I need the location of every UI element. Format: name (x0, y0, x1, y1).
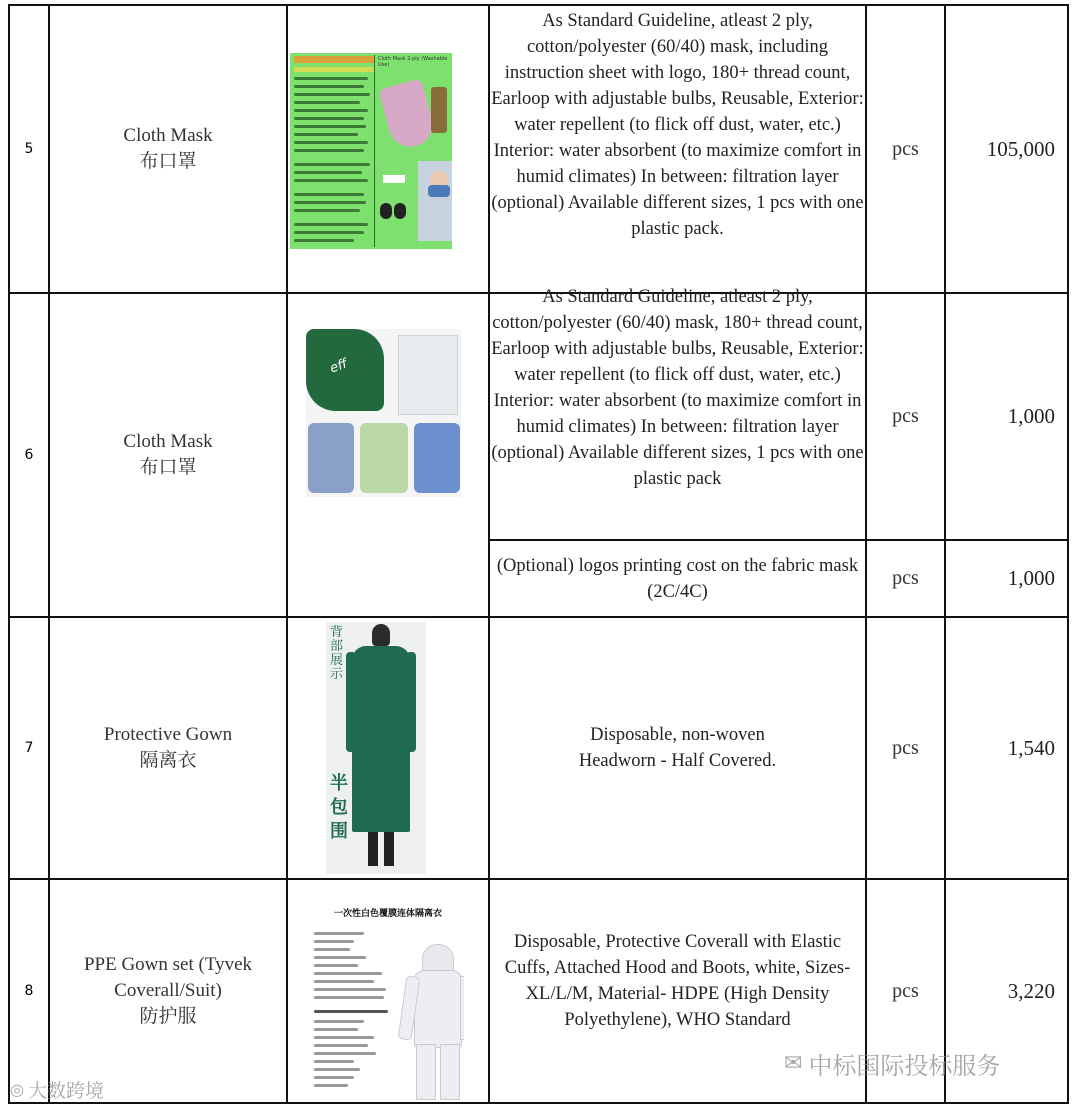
item-name (50, 880, 286, 1102)
grid-bottom-border (8, 1102, 1069, 1104)
flyer-text-line (294, 239, 354, 242)
flyer-text-line (294, 77, 368, 80)
grid-right-border (1067, 4, 1069, 1104)
flyer-text-line (294, 117, 364, 120)
flyer-text-line (294, 193, 364, 196)
item-name-zh: 防护服 (139, 1006, 197, 1027)
optional-description: (Optional) logos printing cost on the fabric mask (2C/4C) (496, 555, 859, 602)
product-image-gown (326, 622, 426, 874)
watermark-logo-icon: ◎ (10, 1080, 24, 1099)
spec-line (314, 1020, 364, 1023)
row-number: 7 (24, 740, 34, 756)
patterned-mask-photo (308, 423, 354, 493)
flyer-text-line (294, 125, 366, 128)
optional-unit: pcs (892, 567, 919, 589)
spec-line (314, 996, 384, 999)
gown-side-text: 背部展示 (330, 625, 344, 682)
flyer-text-line (294, 141, 368, 144)
spec-line (314, 964, 358, 967)
flyer-text-line (294, 109, 368, 112)
item-unit: pcs (892, 405, 919, 427)
spec-line (314, 1010, 388, 1013)
item-name (50, 618, 286, 878)
flyer-divider (374, 55, 375, 247)
wechat-icon: ✉ (784, 1051, 803, 1076)
spec-line (314, 1028, 358, 1031)
item-name-en: Cloth Mask (123, 431, 213, 452)
gown-caption: 半包围 (330, 773, 348, 842)
item-quantity: 3,220 (1007, 978, 1055, 1003)
watermark-left-text: 大数跨境 (27, 1080, 104, 1102)
flyer-highlight (294, 67, 374, 72)
flyer-text-line (294, 93, 370, 96)
coverall-leg (416, 1044, 436, 1100)
item-name (50, 6, 286, 292)
item-name-en: Cloth Mask (123, 125, 213, 146)
item-unit: pcs (892, 137, 919, 160)
spec-line (314, 940, 354, 943)
item-name-zh: 隔离衣 (139, 750, 197, 771)
item-quantity: 1,540 (1007, 735, 1055, 760)
item-name-en: Protective Gown (103, 724, 233, 745)
spec-line (314, 1084, 348, 1087)
optional-quantity: 1,000 (1007, 566, 1055, 590)
gown-head (372, 624, 390, 646)
item-description: As Standard Guideline, atleast 2 ply, cotton/polyester (60/40) mask, including instruction sheet with logo, 180+ thread count, Earloop with adjustable bulbs, Reusable, Exterior: water repellent (to flick off dust, water, etc.) Interior: water absorbent (to maximize comfort in humid climates) In between: filtration layer (optional) Available different sizes, 1 pcs with one plastic pack. (491, 11, 864, 239)
item-quantity: 1,000 (1007, 404, 1055, 428)
gown-body (352, 646, 410, 832)
black-mask-photo (380, 203, 392, 219)
mask-logo-text: eff (327, 356, 350, 377)
spec-line (314, 988, 386, 991)
flyer-text-line (294, 209, 360, 212)
item-description: Disposable, Protective Coverall with Elastic Cuffs, Attached Hood and Boots, white, Sizes- XL/L/M, Material- HDPE (High Density Polyethylene), WHO Standard (504, 932, 851, 1030)
flyer-header-bar (294, 56, 374, 63)
product-image-fabric-masks (306, 329, 461, 497)
item-unit: pcs (892, 979, 919, 1002)
flyer-text-line (294, 101, 360, 104)
flyer-label (383, 175, 405, 183)
row-number: 5 (24, 141, 34, 157)
spec-line (314, 1060, 354, 1063)
flyer-text-line (294, 163, 370, 166)
item-quantity: 105,000 (986, 136, 1055, 161)
watermark-left (10, 1076, 104, 1103)
coverall-body (414, 970, 462, 1048)
person-mask (428, 185, 450, 197)
spec-line (314, 1044, 368, 1047)
coverall-leg (440, 1044, 460, 1100)
gown-sleeve (346, 652, 356, 752)
watermark-right-text: 中标国际投标服务 (808, 1052, 1001, 1080)
patterned-mask-photo (360, 423, 408, 493)
product-image-mask-flyer (290, 53, 452, 249)
spec-line (314, 1052, 376, 1055)
product-image-coverall (304, 894, 464, 1100)
item-name-zh: 布口罩 (139, 457, 197, 478)
gown-sleeve (406, 652, 416, 752)
flyer-text-line (294, 149, 364, 152)
flyer-text-line (294, 171, 362, 174)
coverall-title: 一次性白色覆膜连体隔离衣 (334, 909, 443, 919)
row-number: 8 (24, 983, 34, 999)
item-name-en: PPE Gown set (Tyvek Coverall/Suit) (83, 954, 253, 1001)
item-description: As Standard Guideline, atleast 2 ply, cotton/polyester (60/40) mask, 180+ thread count, Earloop with adjustable bulbs, Reusable, Exterior: water repellent (to flick off dust, water, etc.) Interior: water absorbent (to maximize comfort in humid climates) In between: filtration layer (optional) Available different sizes, 1 pcs with one plastic pack (491, 287, 864, 489)
item-name (50, 294, 286, 616)
plant-photo (431, 87, 447, 133)
flyer-text-line (294, 223, 368, 226)
flyer-text-line (294, 85, 364, 88)
spec-line (314, 980, 374, 983)
spec-line (314, 1076, 354, 1079)
white-mask-photo (398, 335, 458, 415)
gown-leg (384, 832, 394, 866)
spec-line (314, 948, 350, 951)
watermark-right (784, 1046, 1000, 1081)
item-unit: pcs (892, 736, 919, 759)
spec-line (314, 1068, 360, 1071)
black-mask-photo (394, 203, 406, 219)
flyer-text-line (294, 179, 368, 182)
item-description: Disposable, non-woven Headworn - Half Covered. (578, 725, 777, 771)
grid-col-line (286, 4, 288, 1104)
spec-line (314, 956, 366, 959)
flyer-text-line (294, 231, 364, 234)
row-number: 6 (24, 447, 34, 463)
flyer-text-line (294, 133, 358, 136)
item-name-zh: 布口罩 (139, 151, 197, 172)
spec-line (314, 972, 382, 975)
coverall-sleeve (460, 976, 464, 1040)
patterned-mask-photo (414, 423, 460, 493)
pink-mask-photo (378, 78, 437, 151)
gown-leg (368, 832, 378, 866)
flyer-title: Cloth Mask 2-ply (Washable Use) (378, 56, 448, 68)
spec-line (314, 932, 364, 935)
flyer-text-line (294, 201, 366, 204)
spec-line (314, 1036, 374, 1039)
